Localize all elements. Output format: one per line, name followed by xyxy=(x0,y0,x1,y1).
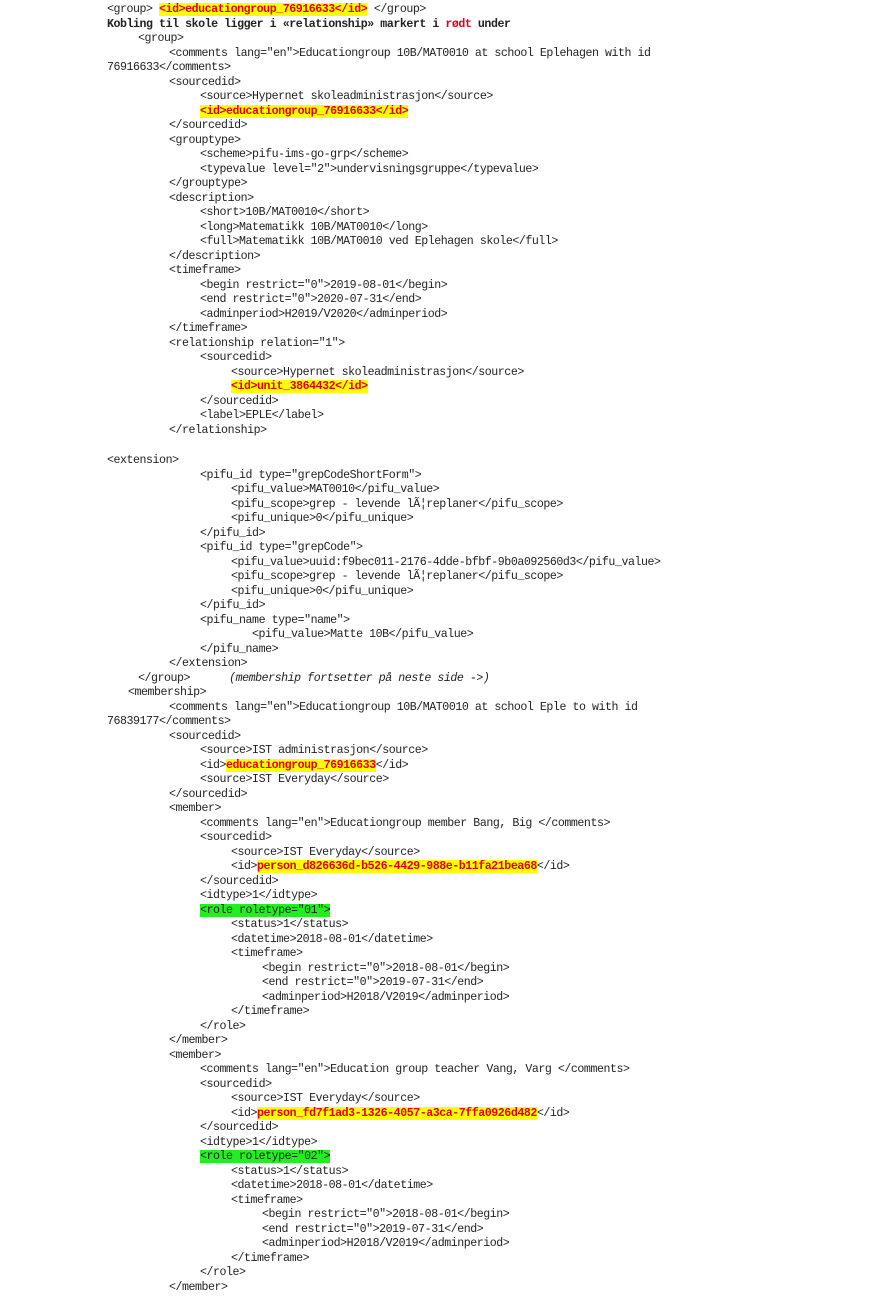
code-line xyxy=(107,3,426,17)
code-text: </id> xyxy=(536,1107,570,1120)
code-line xyxy=(169,250,260,264)
code-line xyxy=(138,672,489,686)
code-line xyxy=(200,395,278,409)
code-text: <begin restrict="0">2018-08-01</begin> xyxy=(262,1208,510,1221)
code-line xyxy=(231,933,433,947)
code-text: <extension> xyxy=(107,454,179,467)
code-text: </member> xyxy=(169,1034,228,1047)
code-text: <pifu_name type="name"> xyxy=(200,614,350,627)
code-text: </sourcedid> xyxy=(200,395,279,408)
code-line xyxy=(169,134,241,148)
code-line xyxy=(252,628,473,642)
code-text: <pifu_id type="grepCode"> xyxy=(200,541,363,554)
code-text: <sourcedid> xyxy=(169,76,241,89)
code-text: </pifu_id> xyxy=(200,599,266,612)
code-text: <id> xyxy=(200,759,227,772)
highlight-green: <role roletype="02"> xyxy=(200,1150,331,1163)
code-text: <datetime>2018-08-01</datetime> xyxy=(231,1179,433,1192)
code-line xyxy=(200,1136,317,1150)
code-text: </id> xyxy=(536,860,570,873)
code-text: <source>Hypernet skoleadministrasjon</source> xyxy=(231,366,524,379)
code-text: </sourcedid> xyxy=(200,875,279,888)
code-text: <comments lang="en">Educationgroup 10B/MAT0010 at school Eple to with id xyxy=(169,701,638,714)
code-text: <grouptype> xyxy=(169,134,241,147)
code-text: <group> xyxy=(107,3,160,16)
code-line xyxy=(169,788,247,802)
code-line xyxy=(200,409,324,423)
code-line xyxy=(107,18,510,32)
code-text: </role> xyxy=(200,1020,246,1033)
code-text: <description> xyxy=(169,192,254,205)
code-text: <source>IST Everyday</source> xyxy=(231,846,420,859)
bold-text: Kobling til skole ligger i «relationship» markert i xyxy=(107,18,446,31)
code-text: </pifu_name> xyxy=(200,643,279,656)
code-text: </sourcedid> xyxy=(169,788,248,801)
code-text: <timeframe> xyxy=(231,947,303,960)
code-text: <end restrict="0">2019-07-31</end> xyxy=(262,1223,484,1236)
code-text: </grouptype> xyxy=(169,177,248,190)
code-line xyxy=(231,570,563,584)
code-line xyxy=(200,599,265,613)
code-text: <adminperiod>H2019/V2020</adminperiod> xyxy=(200,308,448,321)
code-text: <long>Matematikk 10B/MAT0010</long> xyxy=(200,221,428,234)
code-line xyxy=(138,32,184,46)
code-line xyxy=(262,962,509,976)
code-text: 76916633</comments> xyxy=(107,61,231,74)
code-line xyxy=(231,498,563,512)
code-text: <pifu_id type="grepCodeShortForm"> xyxy=(200,469,422,482)
code-line xyxy=(231,366,524,380)
code-text: </timeframe> xyxy=(169,322,248,335)
code-text: </group> xyxy=(138,672,230,685)
code-text: <sourcedid> xyxy=(200,831,272,844)
code-line xyxy=(169,47,651,61)
code-line xyxy=(200,293,421,307)
code-text: 76839177</comments> xyxy=(107,715,231,728)
code-line xyxy=(200,875,278,889)
code-line xyxy=(262,991,509,1005)
code-line xyxy=(200,469,421,483)
code-text: <comments lang="en">Educationgroup member Bang, Big </comments> xyxy=(200,817,610,830)
code-text: <comments lang="en">Education group teacher Vang, Varg </comments> xyxy=(200,1063,630,1076)
code-line xyxy=(200,90,493,104)
code-line xyxy=(128,686,206,700)
code-text: <label>EPLE</label> xyxy=(200,409,324,422)
code-text: <pifu_value>uuid:f9bec011-2176-4dde-bfbf-9b0a092560d3</pifu_value> xyxy=(231,556,661,569)
code-line xyxy=(200,541,363,555)
code-line xyxy=(231,585,413,599)
code-line xyxy=(169,119,247,133)
code-text: <id> xyxy=(231,1107,258,1120)
code-text: <short>10B/MAT0010</short> xyxy=(200,206,370,219)
code-text: <status>1</status> xyxy=(231,918,349,931)
code-line xyxy=(169,730,241,744)
code-line xyxy=(200,831,272,845)
code-text: </group> xyxy=(367,3,426,16)
code-line xyxy=(200,279,447,293)
highlight-yellow: person_d826636d-b526-4429-988e-b11fa21bea68 xyxy=(257,860,537,873)
code-line xyxy=(200,221,428,235)
code-text: </sourcedid> xyxy=(200,1121,279,1134)
code-line xyxy=(169,322,247,336)
code-text: <adminperiod>H2018/V2019</adminperiod> xyxy=(262,1237,510,1250)
code-text: </timeframe> xyxy=(231,1005,310,1018)
code-line xyxy=(200,773,389,787)
highlight-yellow: <id>educationgroup_76916633</id> xyxy=(159,3,368,16)
code-text: <full>Matematikk 10B/MAT0010 ved Eplehagen skole</full> xyxy=(200,235,558,248)
code-text: </pifu_id> xyxy=(200,527,266,540)
code-text: <sourcedid> xyxy=(200,1078,272,1091)
code-line xyxy=(231,512,413,526)
code-line xyxy=(200,1078,272,1092)
code-text: <timeframe> xyxy=(231,1194,303,1207)
code-text: <pifu_value>Matte 10B</pifu_value> xyxy=(252,628,474,641)
code-line xyxy=(200,1150,330,1164)
code-line xyxy=(200,527,265,541)
code-text: <begin restrict="0">2019-08-01</begin> xyxy=(200,279,448,292)
code-text: </member> xyxy=(169,1281,228,1294)
code-line xyxy=(200,235,558,249)
code-line xyxy=(231,556,661,570)
code-text: <end restrict="0">2019-07-31</end> xyxy=(262,976,484,989)
code-line xyxy=(231,1165,348,1179)
code-text: </description> xyxy=(169,250,261,263)
code-line xyxy=(169,1281,228,1295)
code-text: <membership> xyxy=(128,686,207,699)
code-line xyxy=(200,1020,246,1034)
code-line xyxy=(169,657,247,671)
code-line xyxy=(231,380,368,394)
code-text: </extension> xyxy=(169,657,248,670)
code-text: <source>IST administrasjon</source> xyxy=(200,744,428,757)
code-line xyxy=(200,744,428,758)
code-line xyxy=(200,817,610,831)
code-line xyxy=(262,1237,509,1251)
code-text: <scheme>pifu-ims-go-grp</scheme> xyxy=(200,148,409,161)
code-line xyxy=(231,947,303,961)
code-line xyxy=(231,1107,569,1121)
code-text: </sourcedid> xyxy=(169,119,248,132)
code-text: <pifu_scope>grep - levende lÃ¦replaner</pifu_scope> xyxy=(231,570,563,583)
code-text: <pifu_unique>0</pifu_unique> xyxy=(231,585,414,598)
code-line xyxy=(107,61,231,75)
code-line xyxy=(200,1121,278,1135)
code-text: <adminperiod>H2018/V2019</adminperiod> xyxy=(262,991,510,1004)
code-text: <begin restrict="0">2018-08-01</begin> xyxy=(262,962,510,975)
highlight-green: <role roletype="01"> xyxy=(200,904,331,917)
highlight-yellow: <id>unit_3864432</id> xyxy=(231,380,368,393)
code-line xyxy=(200,105,408,119)
code-line xyxy=(231,846,420,860)
code-text: <relationship relation="1"> xyxy=(169,337,345,350)
code-text: <source>Hypernet skoleadministrasjon</source> xyxy=(200,90,493,103)
code-text: <comments lang="en">Educationgroup 10B/MAT0010 at school Eplehagen with id xyxy=(169,47,651,60)
code-line xyxy=(200,759,408,773)
code-text: <status>1</status> xyxy=(231,1165,349,1178)
code-line xyxy=(231,1092,420,1106)
code-line xyxy=(231,1005,309,1019)
code-line xyxy=(200,1266,246,1280)
code-text: <end restrict="0">2020-07-31</end> xyxy=(200,293,422,306)
highlight-yellow: <id>educationgroup_76916633</id> xyxy=(200,105,409,118)
code-line xyxy=(169,701,638,715)
code-line xyxy=(200,643,278,657)
bold-text: under xyxy=(471,18,511,31)
code-line xyxy=(169,802,221,816)
code-text: <member> xyxy=(169,1049,222,1062)
code-line xyxy=(169,76,241,90)
code-line xyxy=(200,148,408,162)
code-line xyxy=(200,889,317,903)
code-text: <idtype>1</idtype> xyxy=(200,889,318,902)
code-line xyxy=(200,904,330,918)
code-text: </id> xyxy=(375,759,409,772)
code-line xyxy=(231,483,439,497)
code-text: <sourcedid> xyxy=(200,351,272,364)
code-line xyxy=(262,1223,483,1237)
code-line xyxy=(200,614,350,628)
code-line xyxy=(169,177,247,191)
code-line xyxy=(169,337,345,351)
code-line xyxy=(200,163,538,177)
code-text: <pifu_scope>grep - levende lÃ¦replaner</pifu_scope> xyxy=(231,498,563,511)
code-line xyxy=(169,1049,221,1063)
code-text: <pifu_unique>0</pifu_unique> xyxy=(231,512,414,525)
code-line xyxy=(262,1208,509,1222)
code-text: </role> xyxy=(200,1266,246,1279)
code-text: <member> xyxy=(169,802,222,815)
code-text: <group> xyxy=(138,32,184,45)
code-line xyxy=(231,918,348,932)
code-line xyxy=(169,424,267,438)
code-text: <typevalue level="2">undervisningsgruppe</typevalue> xyxy=(200,163,539,176)
code-text: </timeframe> xyxy=(231,1252,310,1265)
code-text: <pifu_value>MAT0010</pifu_value> xyxy=(231,483,440,496)
code-text: <timeframe> xyxy=(169,264,241,277)
code-line xyxy=(107,715,231,729)
code-line xyxy=(200,351,272,365)
code-text: <id> xyxy=(231,860,258,873)
red-text: rødt xyxy=(445,18,472,31)
code-line xyxy=(200,308,447,322)
code-line xyxy=(231,860,569,874)
code-line xyxy=(231,1252,309,1266)
code-line xyxy=(262,976,483,990)
highlight-yellow: educationgroup_76916633 xyxy=(226,759,376,772)
code-line xyxy=(169,264,241,278)
code-text: <source>IST Everyday</source> xyxy=(231,1092,420,1105)
code-line xyxy=(200,206,369,220)
code-line xyxy=(231,1194,303,1208)
code-text: </relationship> xyxy=(169,424,267,437)
code-line xyxy=(231,1179,433,1193)
code-text: <sourcedid> xyxy=(169,730,241,743)
code-line xyxy=(169,192,254,206)
code-line xyxy=(107,454,179,468)
italic-note: (membership fortsetter på neste side ->) xyxy=(229,672,490,685)
code-text: <idtype>1</idtype> xyxy=(200,1136,318,1149)
code-text: <source>IST Everyday</source> xyxy=(200,773,389,786)
highlight-yellow: person_fd7f1ad3-1326-4057-a3ca-7ffa0926d482 xyxy=(257,1107,537,1120)
code-text: <datetime>2018-08-01</datetime> xyxy=(231,933,433,946)
code-line xyxy=(169,1034,228,1048)
code-line xyxy=(200,1063,630,1077)
